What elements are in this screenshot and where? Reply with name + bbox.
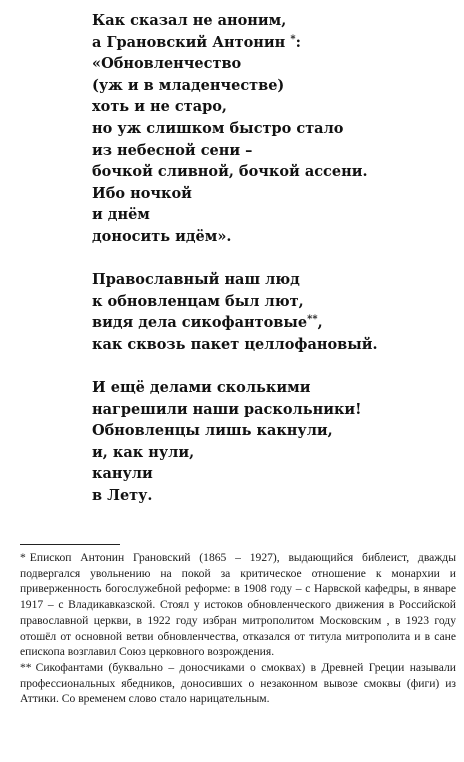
poem-stanza-2 — [92, 269, 452, 355]
poem-line: из небесной сени – — [92, 141, 253, 159]
poem-line: (уж и в младенчестве) — [92, 76, 285, 94]
poem-line: Обновленцы лишь какнули, — [92, 422, 333, 440]
poem-stanza-1 — [92, 10, 452, 248]
footnotes — [20, 550, 456, 707]
poem-line: нагрешили наши раскольники! — [92, 400, 362, 418]
poem-line: доносить идём». — [92, 227, 232, 245]
poem-line: как сквозь пакет целлофановый. — [92, 335, 378, 353]
footnote-2 — [20, 660, 456, 707]
poem-line: к обновленцам был лют, — [92, 292, 304, 310]
poem-line: но уж слишком быстро стало — [92, 119, 344, 137]
poem-line: Как сказал не аноним, — [92, 12, 287, 29]
footnote-marker: * — [20, 551, 26, 564]
poem-line: И ещё делами сколькими — [92, 379, 311, 397]
poem-stanza-3 — [92, 377, 452, 507]
footnote-reference: ** — [307, 314, 318, 326]
poem-line: «Обновленчество — [92, 55, 242, 73]
footnote-text: Сикофантами (буквально – доносчиками о смоквах) в Древней Греции называли профессиональных ябедников, доносивших о незаконном вывозе смоквы (фиги) из Аттики. Со временем слово стало нарицательным. — [20, 660, 456, 706]
footnote-1 — [20, 550, 456, 660]
poem-line: в Лету. — [92, 487, 153, 505]
footnote-reference: * — [290, 33, 296, 45]
footnote-text: Епископ Антонин Грановский (1865 – 1927), выдающийся библеист, дважды подвергался увольнению на покой за критическое отношение к монархии и приверженность богослужебной реформе: в 1908 году – с Нарвской кафедры, в январе 1917 – с Владикавказской. Стоял у истоков обновленческого движения в Российской православной церкви, в 1922 году избран митрополитом Московским , в 1923 году отошёл от основной ветви обновленчества, отказался от титула митрополита и в сане епископа возглавил Союз церковного возрождения. — [20, 551, 456, 659]
poem-line: Ибо ночкой — [92, 184, 192, 202]
footnote-marker: ** — [20, 660, 32, 674]
poem-line: а Грановский Антонин *: — [92, 33, 301, 51]
poem-line: и, как нули, — [92, 443, 195, 461]
poem — [92, 10, 452, 507]
poem-line: видя дела сикофантовые**, — [92, 314, 323, 332]
poem-line: и днём — [92, 206, 150, 224]
poem-line: бочкой сливной, бочкой ассени. — [92, 163, 368, 181]
footnote-divider — [20, 544, 120, 545]
poem-line: канули — [92, 465, 153, 483]
poem-line: хоть и не старо, — [92, 98, 227, 116]
poem-line: Православный наш люд — [92, 271, 300, 289]
